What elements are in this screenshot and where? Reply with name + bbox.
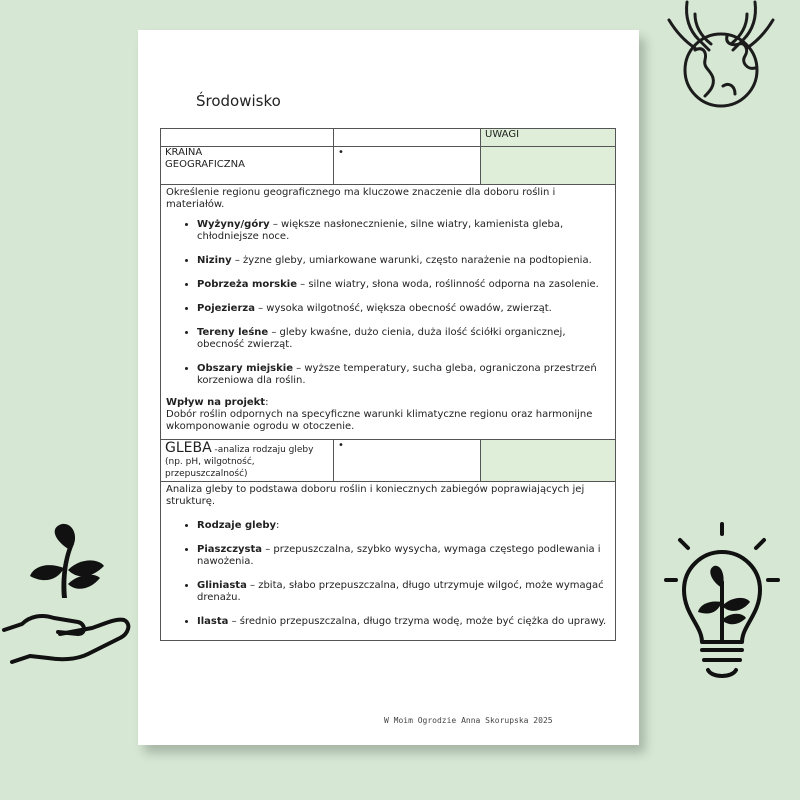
region-content-row — [161, 185, 616, 440]
list-item: • Niziny – żyzne gleby, umiarkowane warunki, często narażenie na podtopienia. — [197, 255, 611, 267]
list-item: • Wyżyny/góry – większe nasłonecznienie, silne wiatry, kamienista gleba, chłodniejsze noce. — [197, 219, 611, 243]
list-item: • Gliniasta – zbita, słabo przepuszczalna, długo utrzymuje wilgoć, może wymagać drenażu. — [197, 580, 611, 604]
soil-content — [161, 482, 616, 641]
region-intro: Określenie regionu geograficznego ma kluczowe znaczenie dla doboru roślin i materiałów. — [166, 187, 556, 210]
region-list — [166, 219, 611, 387]
list-item: • Piaszczysta – przepuszczalna, szybko wysycha, wymaga częstego podlewania i nawożenia. — [197, 544, 611, 568]
hand-with-sprout-icon — [0, 520, 135, 670]
impact-heading: Wpływ na projekt: — [166, 397, 269, 408]
list-item: • Obszary miejskie – wyższe temperatury, sucha gleba, ograniczona przestrzeń korzeniowa dla roślin. — [197, 363, 611, 387]
soil-content-row — [161, 482, 616, 641]
list-item: • Rodzaje gleby: — [197, 520, 611, 532]
impact-text: Dobór roślin odpornych na specyficzne warunki klimatyczne regionu oraz harmonijne wkomponowanie ogrodu w otoczenie. — [166, 409, 593, 432]
header-cell-1 — [161, 129, 334, 147]
region-row — [161, 147, 616, 185]
soil-intro: Analiza gleby to podstawa doboru roślin i koniecznych zabiegów poprawiających jej strukturę. — [166, 484, 585, 507]
soil-value-field[interactable]: • — [334, 440, 481, 482]
soil-label: GLEBA -analiza rodzaju gleby (np. pH, wilgotność, przepuszczalność) — [161, 440, 334, 482]
document-page — [138, 30, 639, 745]
header-cell-2 — [334, 129, 481, 147]
environment-table — [160, 128, 616, 641]
list-item: • Ilasta – średnio przepuszczalna, długo trzyma wodę, może być ciężka do uprawy. — [197, 616, 611, 628]
notes-header: UWAGI — [481, 129, 616, 147]
region-notes-field[interactable] — [481, 147, 616, 185]
list-item: • Pojezierza – wysoka wilgotność, większa obecność owadów, zwierząt. — [197, 303, 611, 315]
region-label: KRAINA GEOGRAFICZNA — [161, 147, 334, 185]
list-item: • Tereny leśne – gleby kwaśne, dużo cienia, duża ilość ściółki organicznej, obecność zwierząt. — [197, 327, 611, 351]
list-item: • Pobrzeża morskie – silne wiatry, słona woda, roślinność odporna na zasolenie. — [197, 279, 611, 291]
soil-row — [161, 440, 616, 482]
page-footer: W Moim Ogrodzie Anna Skorupska 2025 — [384, 716, 553, 725]
soil-notes-field[interactable] — [481, 440, 616, 482]
region-content — [161, 185, 616, 440]
hands-holding-globe-icon — [665, 0, 777, 112]
table-header-row — [161, 129, 616, 147]
lightbulb-with-plant-icon — [662, 522, 782, 684]
region-value-field[interactable]: • — [334, 147, 481, 185]
soil-list — [166, 520, 611, 628]
page-title: Środowisko — [196, 92, 281, 110]
